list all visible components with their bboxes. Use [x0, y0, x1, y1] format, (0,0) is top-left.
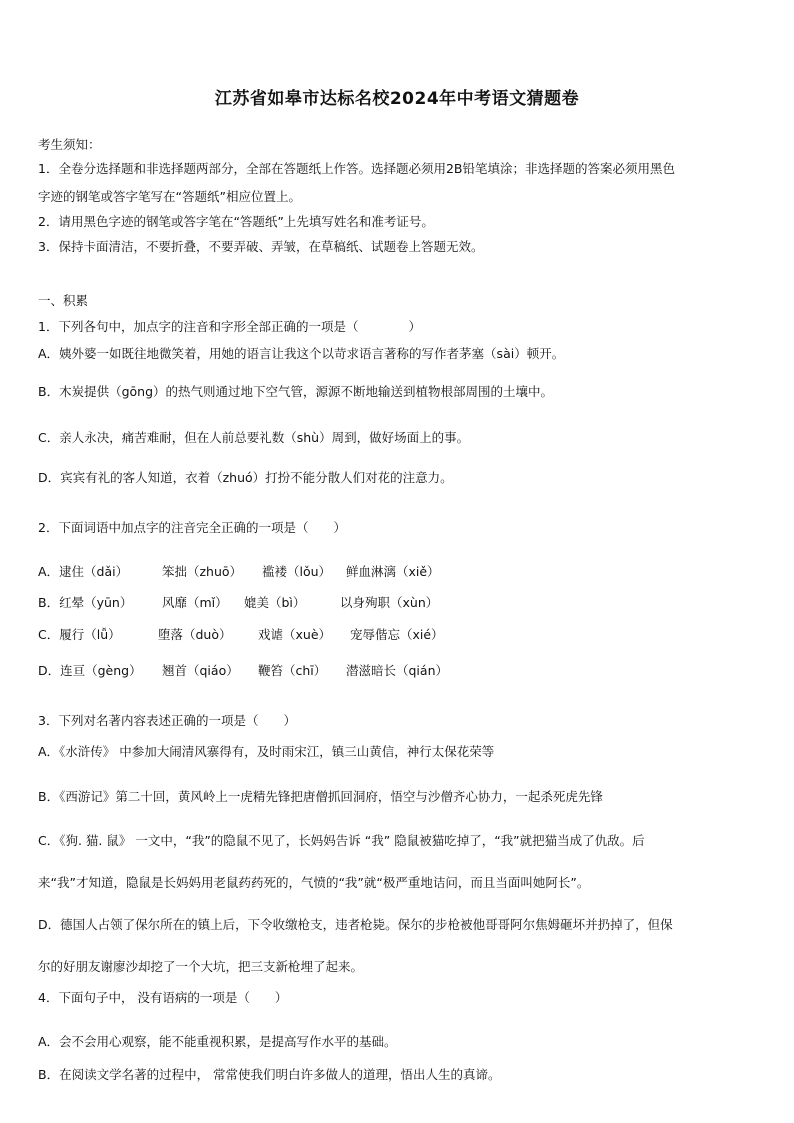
question-3-option-d-cont: 尔的好朋友谢廖沙却挖了一个大坑，把三支新枪埋了起来。: [38, 959, 364, 974]
question-1-stem: 1．下列各句中，加点字的注音和字形全部正确的一项是（ ）: [38, 319, 421, 334]
question-1-option-d: D．宾宾有礼的客人知道，衣着（zhuó）打扮不能分散人们对花的注意力。: [38, 470, 453, 485]
option-word: 鲜血淋漓（xiě）: [346, 564, 440, 579]
option-word: 潜滋暗长（qián）: [346, 663, 448, 678]
question-3-option-a: A．《水浒传》 中参加大闹清风寨得有，及时雨宋江，镇三山黄信，神行太保花荣等: [38, 744, 495, 759]
notice-item: 3．保持卡面清洁，不要折叠，不要弄破、弄皱，在草稿纸、试题卷上答题无效。: [38, 239, 484, 254]
notice-item: 1．全卷分选择题和非选择题两部分，全部在答题纸上作答。选择题必须用2B铅笔填涂；非选择题的答案必须用黑色: [38, 161, 675, 176]
question-2-option-b: [38, 594, 438, 612]
question-1-option-b: B．木炭提供（gōng）的热气则通过地下空气管，源源不断地输送到植物根部周围的土壤中。: [38, 384, 554, 399]
option-word: B．红晕（yūn）: [38, 595, 133, 610]
option-word: 褴褛（lǒu）: [262, 564, 332, 579]
page-title: 江苏省如皋市达标名校2024年中考语文猜题卷: [214, 89, 580, 109]
notice-heading: 考生须知：: [38, 137, 101, 152]
option-word: 堕落（duò）: [158, 627, 232, 642]
question-3-option-d: D．德国人占领了保尔所在的镇上后，下令收缴枪支，违者枪毙。保尔的步枪被他哥哥阿尔焦姆砸坏并扔掉了，但保: [38, 917, 673, 932]
question-3-stem: 3．下列对名著内容表述正确的一项是（ ）: [38, 713, 296, 728]
question-3-option-b: B．《西游记》第二十回，黄风岭上一虎精先锋把唐僧抓回洞府，悟空与沙僧齐心协力，一起杀死虎先锋: [38, 789, 603, 804]
option-word: 翘首（qiáo）: [162, 663, 239, 678]
notice-item: 2．请用黑色字迹的钢笔或答字笔在“答题纸”上先填写姓名和准考证号。: [38, 214, 434, 229]
option-word: 以身殉职（xùn）: [340, 595, 439, 610]
option-word: 戏谑（xuè）: [258, 627, 332, 642]
question-2-stem: 2．下面词语中加点字的注音完全正确的一项是（ ）: [38, 520, 346, 535]
question-2-option-d: [38, 662, 448, 680]
question-1-option-a: A．姨外婆一如既往地微笑着，用她的语言让我这个以苛求语言著称的写作者茅塞（sài）顿开。: [38, 346, 565, 361]
question-4-stem: 4．下面句子中， 没有语病的一项是（ ）: [38, 990, 288, 1005]
option-word: 鞭笞（chī）: [258, 663, 327, 678]
option-word: C．履行（lǚ）: [38, 627, 121, 642]
option-word: 风靡（mǐ）: [162, 595, 228, 610]
question-1-option-c: C．亲人永决，痛苦难耐，但在人前总要礼数（shù）周到，做好场面上的事。: [38, 430, 470, 445]
question-2-option-c: [38, 626, 444, 644]
question-4-option-a: A．会不会用心观察，能不能重视积累，是提高写作水平的基础。: [38, 1034, 397, 1049]
question-3-option-c-cont: 来“我”才知道，隐鼠是长妈妈用老鼠药药死的，气愤的“我”就“极严重地诘问，而且当面叫她阿长”。: [38, 875, 590, 890]
option-word: 宠辱偕忘（xié）: [350, 627, 444, 642]
question-2-option-a: [38, 563, 440, 581]
question-3-option-c: C．《狗. 猫. 鼠》 一文中，“我”的隐鼠不见了，长妈妈告诉 “我” 隐鼠被猫吃掉了，“我”就把猫当成了仇敌。后: [38, 833, 645, 848]
option-word: 媲美（bì）: [244, 595, 306, 610]
notice-item: 字迹的钢笔或答字笔写在“答题纸”相应位置上。: [38, 189, 301, 204]
section-heading: 一、积累: [38, 293, 89, 308]
question-4-option-b: B．在阅读文学名著的过程中， 常常使我们明白许多做人的道理，悟出人生的真谛。: [38, 1067, 501, 1082]
option-word: D．连亘（gèng）: [38, 663, 142, 678]
option-word: 笨拙（zhuō）: [162, 564, 243, 579]
option-word: A．逮住（dǎi）: [38, 564, 129, 579]
